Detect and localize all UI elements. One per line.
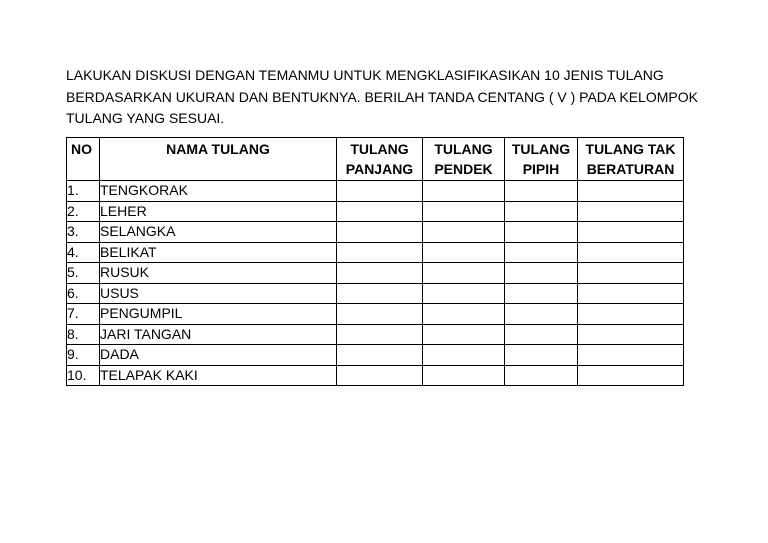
bone-name: PENGUMPIL <box>100 304 337 325</box>
header-no: NO <box>67 138 100 181</box>
check-cell-tak-beraturan[interactable] <box>578 181 684 202</box>
header-tulang-panjang <box>337 138 423 181</box>
header-tulang-pendek-line-2: PENDEK <box>434 161 493 177</box>
row-number: 3. <box>67 222 100 243</box>
bone-classification-table <box>66 137 684 386</box>
table-row <box>67 365 684 386</box>
bone-name: TENGKORAK <box>100 181 337 202</box>
check-cell-panjang[interactable] <box>337 304 423 325</box>
check-cell-pipih[interactable] <box>505 324 578 345</box>
row-number: 5. <box>67 263 100 284</box>
header-tulang-pipih <box>505 138 578 181</box>
check-cell-tak-beraturan[interactable] <box>578 304 684 325</box>
bone-name: USUS <box>100 283 337 304</box>
check-cell-pendek[interactable] <box>423 263 505 284</box>
table-row <box>67 324 684 345</box>
header-tulang-pipih-line-1: TULANG <box>511 141 571 157</box>
table-body <box>67 181 684 386</box>
check-cell-panjang[interactable] <box>337 324 423 345</box>
row-number: 2. <box>67 201 100 222</box>
check-cell-pendek[interactable] <box>423 283 505 304</box>
check-cell-tak-beraturan[interactable] <box>578 222 684 243</box>
check-cell-pipih[interactable] <box>505 283 578 304</box>
check-cell-pendek[interactable] <box>423 181 505 202</box>
check-cell-panjang[interactable] <box>337 222 423 243</box>
row-number: 7. <box>67 304 100 325</box>
check-cell-tak-beraturan[interactable] <box>578 324 684 345</box>
check-cell-pipih[interactable] <box>505 345 578 366</box>
bone-name: DADA <box>100 345 337 366</box>
table-row <box>67 345 684 366</box>
check-cell-panjang[interactable] <box>337 181 423 202</box>
check-cell-pendek[interactable] <box>423 201 505 222</box>
header-tulang-panjang-line-2: PANJANG <box>345 161 414 177</box>
bone-name: LEHER <box>100 201 337 222</box>
check-cell-panjang[interactable] <box>337 345 423 366</box>
check-cell-pendek[interactable] <box>423 222 505 243</box>
row-number: 9. <box>67 345 100 366</box>
header-tulang-panjang-line-1: TULANG <box>350 141 409 157</box>
row-number: 1. <box>67 181 100 202</box>
check-cell-pendek[interactable] <box>423 242 505 263</box>
header-nama-tulang: NAMA TULANG <box>100 138 337 181</box>
table-row <box>67 304 684 325</box>
row-number: 8. <box>67 324 100 345</box>
header-tulang-tak-beraturan-line-2: BERATURAN <box>586 161 675 177</box>
check-cell-pipih[interactable] <box>505 201 578 222</box>
header-tulang-pendek-line-1: TULANG <box>434 141 493 157</box>
instructions-line-3: TULANG YANG SESUAI. <box>66 110 225 126</box>
table-row <box>67 242 684 263</box>
table-row <box>67 263 684 284</box>
check-cell-panjang[interactable] <box>337 263 423 284</box>
table-header-row <box>67 138 684 181</box>
table-row <box>67 283 684 304</box>
check-cell-pipih[interactable] <box>505 222 578 243</box>
row-number: 4. <box>67 242 100 263</box>
check-cell-tak-beraturan[interactable] <box>578 283 684 304</box>
bone-name: SELANGKA <box>100 222 337 243</box>
check-cell-pendek[interactable] <box>423 304 505 325</box>
instructions-line-2: BERDASARKAN UKURAN DAN BENTUKNYA. BERILAH TANDA CENTANG ( V ) PADA KELOMPOK <box>66 88 698 105</box>
check-cell-tak-beraturan[interactable] <box>578 201 684 222</box>
check-cell-pipih[interactable] <box>505 365 578 386</box>
check-cell-pipih[interactable] <box>505 242 578 263</box>
header-tulang-pipih-line-2: PIPIH <box>522 161 560 177</box>
bone-name: TELAPAK KAKI <box>100 365 337 386</box>
check-cell-panjang[interactable] <box>337 365 423 386</box>
check-cell-panjang[interactable] <box>337 242 423 263</box>
row-number: 10. <box>67 365 100 386</box>
bone-name: RUSUK <box>100 263 337 284</box>
header-tulang-tak-beraturan-line-1: TULANG TAK <box>585 141 676 157</box>
check-cell-pipih[interactable] <box>505 181 578 202</box>
check-cell-pipih[interactable] <box>505 304 578 325</box>
check-cell-tak-beraturan[interactable] <box>578 345 684 366</box>
check-cell-pendek[interactable] <box>423 365 505 386</box>
check-cell-pendek[interactable] <box>423 345 505 366</box>
instructions-text <box>66 65 706 130</box>
bone-name: JARI TANGAN <box>100 324 337 345</box>
bone-name: BELIKAT <box>100 242 337 263</box>
table-row <box>67 222 684 243</box>
check-cell-tak-beraturan[interactable] <box>578 365 684 386</box>
check-cell-tak-beraturan[interactable] <box>578 263 684 284</box>
instructions-line-1: LAKUKAN DISKUSI DENGAN TEMANMU UNTUK MENGKLASIFIKASIKAN 10 JENIS TULANG <box>66 67 664 83</box>
check-cell-pendek[interactable] <box>423 324 505 345</box>
check-cell-tak-beraturan[interactable] <box>578 242 684 263</box>
check-cell-panjang[interactable] <box>337 201 423 222</box>
check-cell-panjang[interactable] <box>337 283 423 304</box>
check-cell-pipih[interactable] <box>505 263 578 284</box>
table-row <box>67 181 684 202</box>
table-row <box>67 201 684 222</box>
header-tulang-pendek <box>423 138 505 181</box>
header-tulang-tak-beraturan <box>578 138 684 181</box>
row-number: 6. <box>67 283 100 304</box>
